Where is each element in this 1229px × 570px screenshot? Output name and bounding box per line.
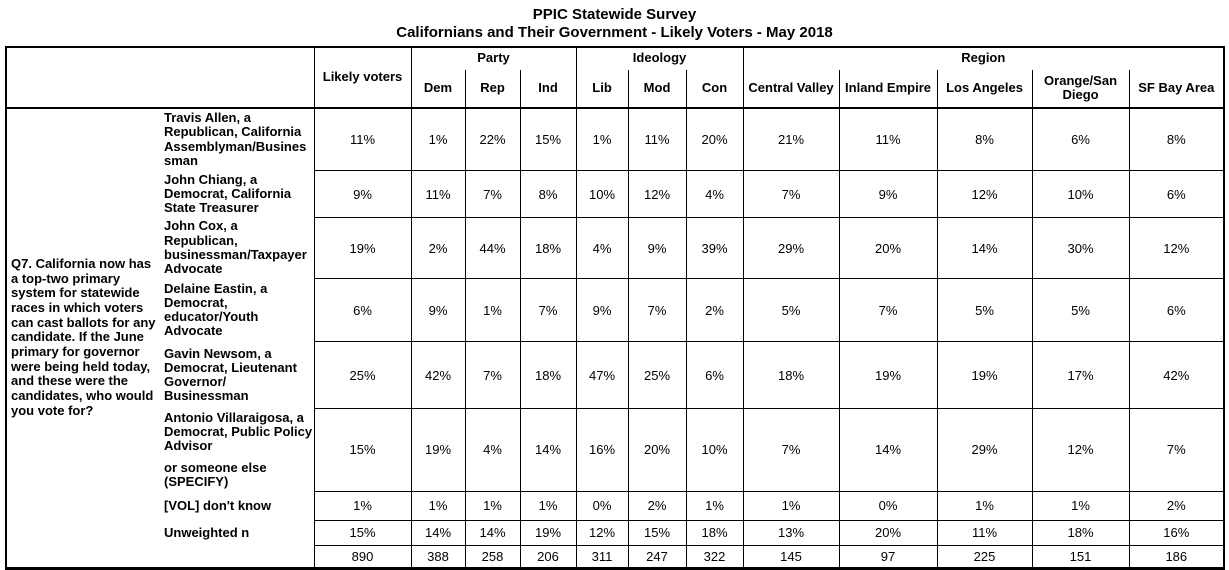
data-cell: 7% (743, 409, 839, 491)
table-row (6, 279, 1224, 342)
data-cell: 1% (465, 491, 520, 520)
answer-label: Unweighted n (164, 524, 250, 540)
col-header-mod: Mod (628, 70, 686, 108)
data-cell: 18% (520, 217, 576, 278)
data-cell: 21% (743, 108, 839, 171)
col-header-inland-empire: Inland Empire (839, 70, 937, 108)
data-cell: 44% (465, 217, 520, 278)
col-header-central-valley: Central Valley (743, 70, 839, 108)
answer-label-cell (161, 491, 314, 520)
survey-subtitle: Californians and Their Government - Likely Voters - May 2018 (396, 24, 833, 42)
data-cell: 15% (520, 108, 576, 171)
data-cell: 12% (628, 171, 686, 218)
group-header-region: Region (743, 47, 1224, 70)
data-cell: 14% (520, 409, 576, 491)
data-cell: 388 (411, 545, 465, 568)
table-row (6, 217, 1224, 278)
data-cell: 4% (576, 217, 628, 278)
data-cell: 1% (465, 279, 520, 342)
data-cell: 1% (411, 108, 465, 171)
data-cell: 9% (576, 279, 628, 342)
data-cell: 97 (839, 545, 937, 568)
answer-label: Delaine Eastin, a Democrat, educator/Youth Advocate (164, 280, 268, 339)
data-cell: 890 (314, 545, 411, 568)
data-cell: 1% (314, 491, 411, 520)
col-header-dem: Dem (411, 70, 465, 108)
data-cell: 14% (937, 217, 1032, 278)
data-cell: 1% (743, 491, 839, 520)
data-cell: 47% (576, 342, 628, 409)
survey-title: PPIC Statewide Survey (532, 6, 697, 23)
group-header-row (6, 47, 1224, 70)
data-cell: 18% (1032, 520, 1129, 545)
data-cell: 12% (1129, 217, 1224, 278)
answer-label: Travis Allen, a Republican, California Assemblyman/Businessman (164, 110, 307, 168)
data-cell: 1% (520, 491, 576, 520)
data-cell: 1% (686, 491, 743, 520)
data-cell: 20% (628, 409, 686, 491)
answer-label-cell (161, 171, 314, 218)
data-cell: 6% (1129, 279, 1224, 342)
data-cell: 20% (839, 520, 937, 545)
table-row (6, 108, 1224, 171)
data-cell: 206 (520, 545, 576, 568)
data-cell: 18% (520, 342, 576, 409)
data-cell: 8% (520, 171, 576, 218)
data-cell: 14% (839, 409, 937, 491)
data-cell: 7% (520, 279, 576, 342)
data-cell: 7% (839, 279, 937, 342)
col-header-los-angeles: Los Angeles (937, 70, 1032, 108)
data-cell: 2% (411, 217, 465, 278)
data-cell: 14% (411, 520, 465, 545)
data-cell: 6% (686, 342, 743, 409)
data-cell: 0% (839, 491, 937, 520)
col-header-sf-bay-area: SF Bay Area (1129, 70, 1224, 108)
data-cell: 12% (937, 171, 1032, 218)
data-cell: 18% (686, 520, 743, 545)
col-header-rep: Rep (465, 70, 520, 108)
data-cell: 19% (839, 342, 937, 409)
survey-crosstab-table (5, 46, 1225, 570)
data-cell: 7% (743, 171, 839, 218)
answer-label: Antonio Villaraigosa, a Democrat, Public Policy Advisor (164, 409, 313, 454)
data-cell: 11% (411, 171, 465, 218)
data-cell: 9% (314, 171, 411, 218)
answer-label-cell (161, 520, 314, 545)
data-cell: 4% (686, 171, 743, 218)
data-cell: 12% (1032, 409, 1129, 491)
col-header-lib: Lib (576, 70, 628, 108)
data-cell: 6% (1032, 108, 1129, 171)
group-header-ideology: Ideology (576, 47, 743, 70)
data-cell: 6% (1129, 171, 1224, 218)
data-cell: 1% (937, 491, 1032, 520)
data-cell: 11% (839, 108, 937, 171)
data-cell: 2% (686, 279, 743, 342)
data-cell: 1% (576, 108, 628, 171)
data-cell: 15% (314, 409, 411, 491)
data-cell: 29% (743, 217, 839, 278)
data-cell: 151 (1032, 545, 1129, 568)
data-cell: 20% (686, 108, 743, 171)
data-cell: 19% (520, 520, 576, 545)
data-cell: 18% (743, 342, 839, 409)
answer-label-cell (161, 342, 314, 409)
answer-label-cell (161, 217, 314, 278)
data-cell: 12% (576, 520, 628, 545)
col-header-orange-san-diego: Orange/San Diego (1032, 70, 1129, 108)
table-row (6, 491, 1224, 520)
table-row (6, 171, 1224, 218)
data-cell: 14% (465, 520, 520, 545)
data-cell: 39% (686, 217, 743, 278)
data-cell: 5% (1032, 279, 1129, 342)
corner-cell (6, 47, 314, 108)
data-cell: 258 (465, 545, 520, 568)
data-cell: 42% (1129, 342, 1224, 409)
data-cell: 2% (1129, 491, 1224, 520)
data-cell: 42% (411, 342, 465, 409)
col-header-likely-voters: Likely voters (314, 47, 411, 108)
answer-label: or someone else (SPECIFY) (164, 459, 267, 489)
data-cell: 22% (465, 108, 520, 171)
answer-label-cell (161, 108, 314, 171)
data-cell: 19% (314, 217, 411, 278)
data-cell: 17% (1032, 342, 1129, 409)
answer-label-cell (161, 545, 314, 568)
data-cell: 11% (937, 520, 1032, 545)
data-cell: 5% (743, 279, 839, 342)
data-cell: 9% (411, 279, 465, 342)
data-cell: 20% (839, 217, 937, 278)
report-title-block (0, 0, 1229, 43)
data-cell: 1% (1032, 491, 1129, 520)
data-cell: 1% (411, 491, 465, 520)
answer-label: John Chiang, a Democrat, California State Treasurer (164, 171, 292, 216)
data-cell: 2% (628, 491, 686, 520)
table-row (6, 342, 1224, 409)
data-cell: 8% (937, 108, 1032, 171)
data-cell: 186 (1129, 545, 1224, 568)
question-cell: Q7. California now has a top-two primary system for statewide races in which voters can cast ballots for any candidate. If the June primary for governor were being held today, and these were the candidates, who would you vote for? (11, 255, 156, 418)
answer-label: John Cox, a Republican, businessman/Taxpayer Advocate (164, 218, 307, 277)
data-cell: 7% (465, 342, 520, 409)
data-cell: 322 (686, 545, 743, 568)
data-cell: 5% (937, 279, 1032, 342)
data-cell: 10% (576, 171, 628, 218)
data-cell: 19% (411, 409, 465, 491)
data-cell: 9% (628, 217, 686, 278)
answer-label: [VOL] don't know (164, 497, 272, 513)
data-cell: 9% (839, 171, 937, 218)
data-cell: 8% (1129, 108, 1224, 171)
answer-label-cell (161, 409, 314, 491)
answer-label-cell (161, 279, 314, 342)
table-row (6, 520, 1224, 545)
data-cell: 29% (937, 409, 1032, 491)
group-header-party: Party (411, 47, 576, 70)
data-cell: 7% (1129, 409, 1224, 491)
data-cell: 15% (314, 520, 411, 545)
data-cell: 225 (937, 545, 1032, 568)
data-cell: 25% (628, 342, 686, 409)
data-cell: 145 (743, 545, 839, 568)
data-cell: 10% (1032, 171, 1129, 218)
data-cell: 6% (314, 279, 411, 342)
data-cell: 19% (937, 342, 1032, 409)
data-cell: 16% (1129, 520, 1224, 545)
data-cell: 311 (576, 545, 628, 568)
data-cell: 7% (628, 279, 686, 342)
data-cell: 25% (314, 342, 411, 409)
data-cell: 11% (314, 108, 411, 171)
data-cell: 7% (465, 171, 520, 218)
table-row (6, 545, 1224, 568)
data-cell: 4% (465, 409, 520, 491)
data-cell: 247 (628, 545, 686, 568)
data-cell: 13% (743, 520, 839, 545)
data-cell: 15% (628, 520, 686, 545)
answer-label: Gavin Newsom, a Democrat, Lieutenant Governor/ Businessman (164, 345, 297, 404)
data-cell: 16% (576, 409, 628, 491)
data-cell: 0% (576, 491, 628, 520)
data-cell: 11% (628, 108, 686, 171)
data-cell: 30% (1032, 217, 1129, 278)
data-cell: 10% (686, 409, 743, 491)
col-header-con: Con (686, 70, 743, 108)
col-header-ind: Ind (520, 70, 576, 108)
table-row (6, 409, 1224, 491)
